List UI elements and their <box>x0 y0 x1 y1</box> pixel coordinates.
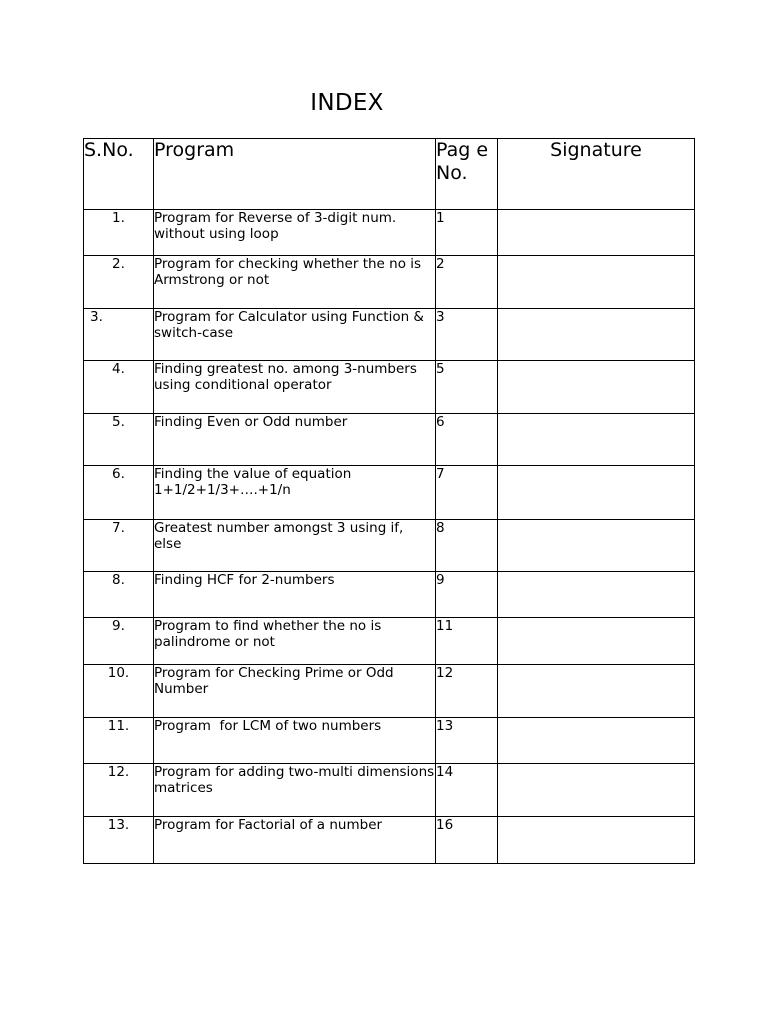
sno-cell: 13. <box>84 817 154 864</box>
column-header-sno: S.No. <box>84 139 154 210</box>
sno-cell: 4. <box>84 361 154 414</box>
page-cell: 1 <box>436 210 498 256</box>
table-row <box>84 466 695 520</box>
program-cell: Program for LCM of two numbers <box>154 718 436 764</box>
page-cell: 16 <box>436 817 498 864</box>
page-cell: 14 <box>436 764 498 817</box>
signature-cell <box>498 256 695 309</box>
signature-cell <box>498 764 695 817</box>
sno-cell: 5. <box>84 414 154 466</box>
program-cell: Program for Reverse of 3-digit num. without using loop <box>154 210 436 256</box>
table-row <box>84 572 695 618</box>
program-cell: Finding the value of equation 1+1/2+1/3+….+1/n <box>154 466 436 520</box>
table-row <box>84 764 695 817</box>
sno-cell: 11. <box>84 718 154 764</box>
page-cell: 11 <box>436 618 498 665</box>
table-row <box>84 414 695 466</box>
table-row <box>84 817 695 864</box>
signature-cell <box>498 414 695 466</box>
table-row <box>84 665 695 718</box>
program-cell: Program to find whether the no is palindrome or not <box>154 618 436 665</box>
table-row <box>84 210 695 256</box>
sno-cell: 12. <box>84 764 154 817</box>
signature-cell <box>498 466 695 520</box>
sno-cell: 6. <box>84 466 154 520</box>
column-header-program: Program <box>154 139 436 210</box>
table-row <box>84 309 695 361</box>
signature-cell <box>498 520 695 572</box>
sno-cell: 3. <box>84 309 154 361</box>
page-cell: 2 <box>436 256 498 309</box>
signature-cell <box>498 817 695 864</box>
column-header-page-no <box>436 139 498 210</box>
signature-cell <box>498 361 695 414</box>
page-title: INDEX <box>310 90 384 116</box>
table-row <box>84 618 695 665</box>
program-cell: Program for Calculator using Function & switch-case <box>154 309 436 361</box>
page-no-header-text: Pag e No. <box>436 139 489 184</box>
signature-cell <box>498 309 695 361</box>
index-table <box>83 138 695 864</box>
page-cell: 12 <box>436 665 498 718</box>
program-cell: Finding HCF for 2-numbers <box>154 572 436 618</box>
sno-cell: 10. <box>84 665 154 718</box>
program-cell: Program for Factorial of a number <box>154 817 436 864</box>
table-row <box>84 718 695 764</box>
page-cell: 3 <box>436 309 498 361</box>
sno-cell: 8. <box>84 572 154 618</box>
page-cell: 13 <box>436 718 498 764</box>
program-cell: Program for Checking Prime or Odd Number <box>154 665 436 718</box>
program-cell: Greatest number amongst 3 using if, else <box>154 520 436 572</box>
page-cell: 5 <box>436 361 498 414</box>
signature-cell <box>498 210 695 256</box>
table-row <box>84 520 695 572</box>
program-cell: Program for adding two-multi dimensions matrices <box>154 764 436 817</box>
program-cell: Program for checking whether the no is Armstrong or not <box>154 256 436 309</box>
header-row <box>84 139 695 210</box>
program-cell: Finding Even or Odd number <box>154 414 436 466</box>
sno-cell: 1. <box>84 210 154 256</box>
page-cell: 8 <box>436 520 498 572</box>
table-row <box>84 256 695 309</box>
signature-cell <box>498 718 695 764</box>
signature-cell <box>498 665 695 718</box>
sno-cell: 7. <box>84 520 154 572</box>
column-header-signature: Signature <box>498 139 695 210</box>
page-cell: 7 <box>436 466 498 520</box>
table-row <box>84 361 695 414</box>
sno-cell: 2. <box>84 256 154 309</box>
program-cell: Finding greatest no. among 3-numbers using conditional operator <box>154 361 436 414</box>
page-cell: 6 <box>436 414 498 466</box>
signature-cell <box>498 572 695 618</box>
page-cell: 9 <box>436 572 498 618</box>
signature-cell <box>498 618 695 665</box>
sno-cell: 9. <box>84 618 154 665</box>
